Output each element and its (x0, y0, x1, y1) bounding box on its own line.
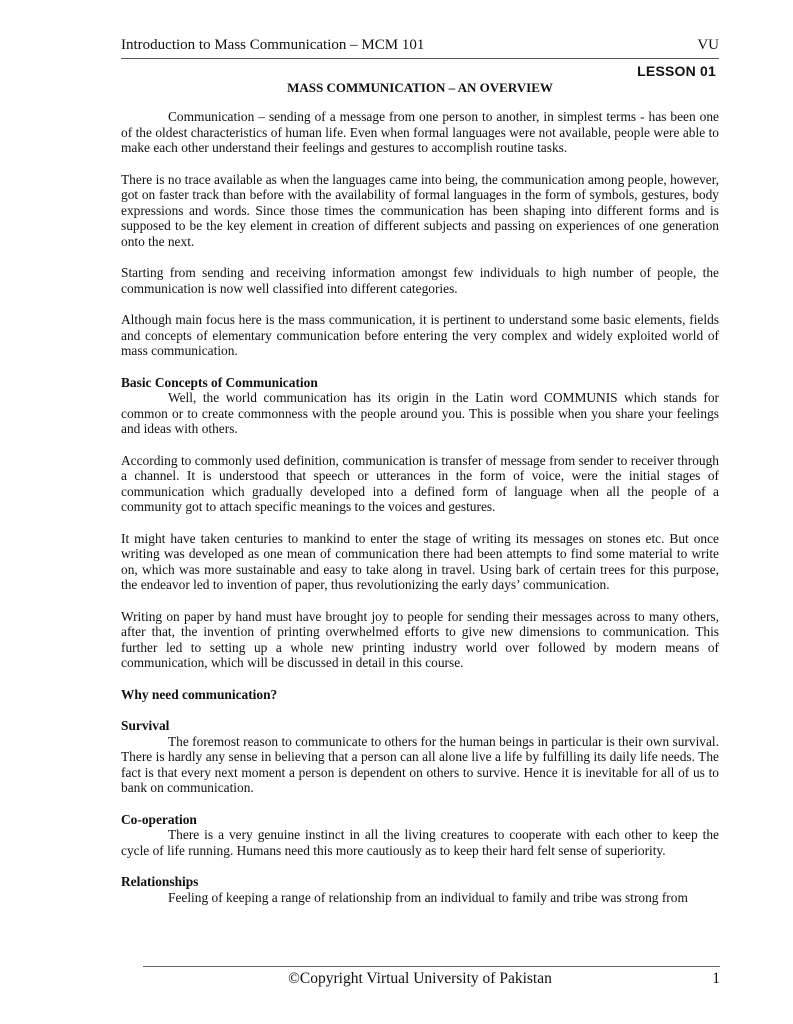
subheading-survival: Survival (121, 718, 170, 733)
paragraph: Writing on paper by hand must have brought joy to people for sending their messages across to many others, after that, the invention of printing overwhelmed efforts to give new dimensions to communication. This further led to setting up a whole new printing industry world over followed by modern means of communication, which will be discussed in detail in this course. (121, 608, 719, 670)
paragraph: Starting from sending and receiving information amongst few individuals to high number of people, the communication is now well classified into different categories. (121, 265, 719, 296)
footer-divider (143, 966, 720, 967)
institution-abbr: VU (697, 37, 719, 53)
page-number: 1 (712, 970, 720, 987)
section-heading-basic-concepts: Basic Concepts of Communication (121, 374, 318, 390)
paragraph: Feeling of keeping a range of relationship from an individual to family and tribe was strong from (168, 889, 688, 905)
section-heading-why-communication: Why need communication? (121, 686, 278, 702)
page-title: MASS COMMUNICATION – AN OVERVIEW (287, 80, 553, 95)
paragraph: Well, the world communication has its origin in the Latin word COMMUNIS which stands for common or to create commonness with the people around you. This is possible when you share your feelings and ideas with others. (121, 390, 719, 436)
paragraph: There is a very genuine instinct in all the living creatures to cooperate with each other to keep the cycle of life running. Humans need this more cautiously as to keep their hard felt sense of superiority. (121, 827, 719, 858)
course-title: Introduction to Mass Communication – MCM 101 (121, 37, 425, 53)
document-body (121, 109, 719, 921)
copyright-notice: ©Copyright Virtual University of Pakistan (288, 970, 552, 987)
paragraph-intro: Communication – sending of a message from one person to another, in simplest terms - has been one of the oldest characteristics of human life. Even when formal languages were not available, people were able to make each other understand their feelings and gestures to accomplish routine tasks. (121, 109, 719, 155)
paragraph: The foremost reason to communicate to others for the human beings in particular is their own survival. There is hardly any sense in believing that a person can all alone live a life by fulfilling its daily life needs. The fact is that every next moment a person is dependent on others to survive. Hence it is inevitable for all of us to bank on communication. (121, 733, 719, 795)
paragraph: It might have taken centuries to mankind to enter the stage of writing its messages on stones etc. But once writing was developed as one mean of communication there had been attempts to find some material to write on, which was more sustainable and easy to take along in travel. Using bark of certain trees for this purpose, the endeavor led to invention of paper, thus revolutionizing the early days’ communication. (121, 530, 719, 592)
paragraph: There is no trace available as when the languages came into being, the communication among people, however, got on faster track than before with the availability of formal languages in the form of symbols, gestures, body expressions and words. Since those times the communication has been shaping into different forms and is supposed to be the key element in creation of different subjects and passing on experiences of one generation onto the next. (121, 171, 719, 249)
header-divider (121, 58, 719, 59)
subheading-cooperation: Co-operation (121, 811, 197, 827)
subheading-relationships: Relationships (121, 874, 199, 889)
paragraph: According to commonly used definition, communication is transfer of message from sender to receiver through a channel. It is understood that speech or utterances in the form of voice, were the initial stages of communication which gradually developed into a defined form of language when all the people of a community got to attach specific meanings to the voices and gestures. (121, 452, 719, 514)
lesson-label: LESSON 01 (637, 63, 716, 79)
paragraph: Although main focus here is the mass communication, it is pertinent to understand some basic elements, fields and concepts of elementary communication before entering the very complex and widely exploited world of mass communication. (121, 312, 719, 358)
